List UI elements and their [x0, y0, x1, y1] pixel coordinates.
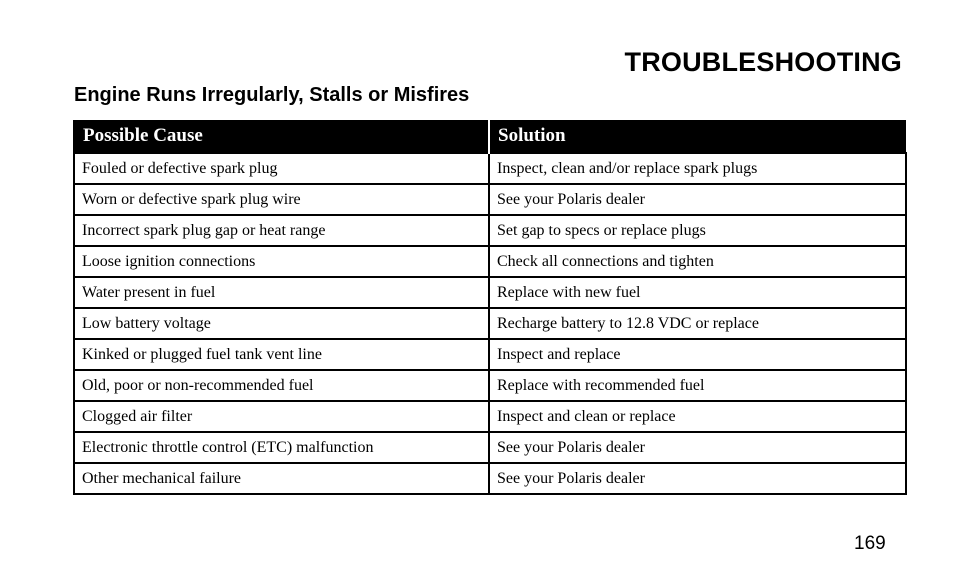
solution-cell: Recharge battery to 12.8 VDC or replace	[489, 308, 906, 339]
cause-cell: Electronic throttle control (ETC) malfunction	[74, 432, 489, 463]
column-header-cause: Possible Cause	[74, 120, 489, 153]
solution-cell: Replace with recommended fuel	[489, 370, 906, 401]
cause-cell: Water present in fuel	[74, 277, 489, 308]
solution-cell: Inspect and replace	[489, 339, 906, 370]
solution-cell: Set gap to specs or replace plugs	[489, 215, 906, 246]
cause-cell: Kinked or plugged fuel tank vent line	[74, 339, 489, 370]
table-row	[74, 370, 906, 401]
table-row	[74, 246, 906, 277]
solution-cell: See your Polaris dealer	[489, 432, 906, 463]
cause-cell: Worn or defective spark plug wire	[74, 184, 489, 215]
cause-cell: Low battery voltage	[74, 308, 489, 339]
table-row	[74, 339, 906, 370]
solution-cell: See your Polaris dealer	[489, 463, 906, 494]
cause-cell: Old, poor or non-recommended fuel	[74, 370, 489, 401]
solution-cell: Inspect, clean and/or replace spark plugs	[489, 153, 906, 184]
page-title: TROUBLESHOOTING	[624, 47, 902, 77]
troubleshooting-table-container	[73, 120, 905, 495]
column-header-solution: Solution	[489, 120, 906, 153]
table-row	[74, 401, 906, 432]
troubleshooting-table	[73, 120, 907, 495]
page-number: 169	[854, 533, 886, 554]
solution-cell: Inspect and clean or replace	[489, 401, 906, 432]
cause-cell: Other mechanical failure	[74, 463, 489, 494]
cause-cell: Loose ignition connections	[74, 246, 489, 277]
table-row	[74, 215, 906, 246]
solution-cell: Replace with new fuel	[489, 277, 906, 308]
table-row	[74, 432, 906, 463]
table-row	[74, 308, 906, 339]
section-title: Engine Runs Irregularly, Stalls or Misfires	[74, 84, 470, 106]
solution-cell: Check all connections and tighten	[489, 246, 906, 277]
table-row	[74, 184, 906, 215]
cause-cell: Clogged air filter	[74, 401, 489, 432]
table-row	[74, 463, 906, 494]
cause-cell: Fouled or defective spark plug	[74, 153, 489, 184]
table-row	[74, 277, 906, 308]
table-row	[74, 153, 906, 184]
cause-cell: Incorrect spark plug gap or heat range	[74, 215, 489, 246]
solution-cell: See your Polaris dealer	[489, 184, 906, 215]
table-header-row	[74, 120, 906, 153]
